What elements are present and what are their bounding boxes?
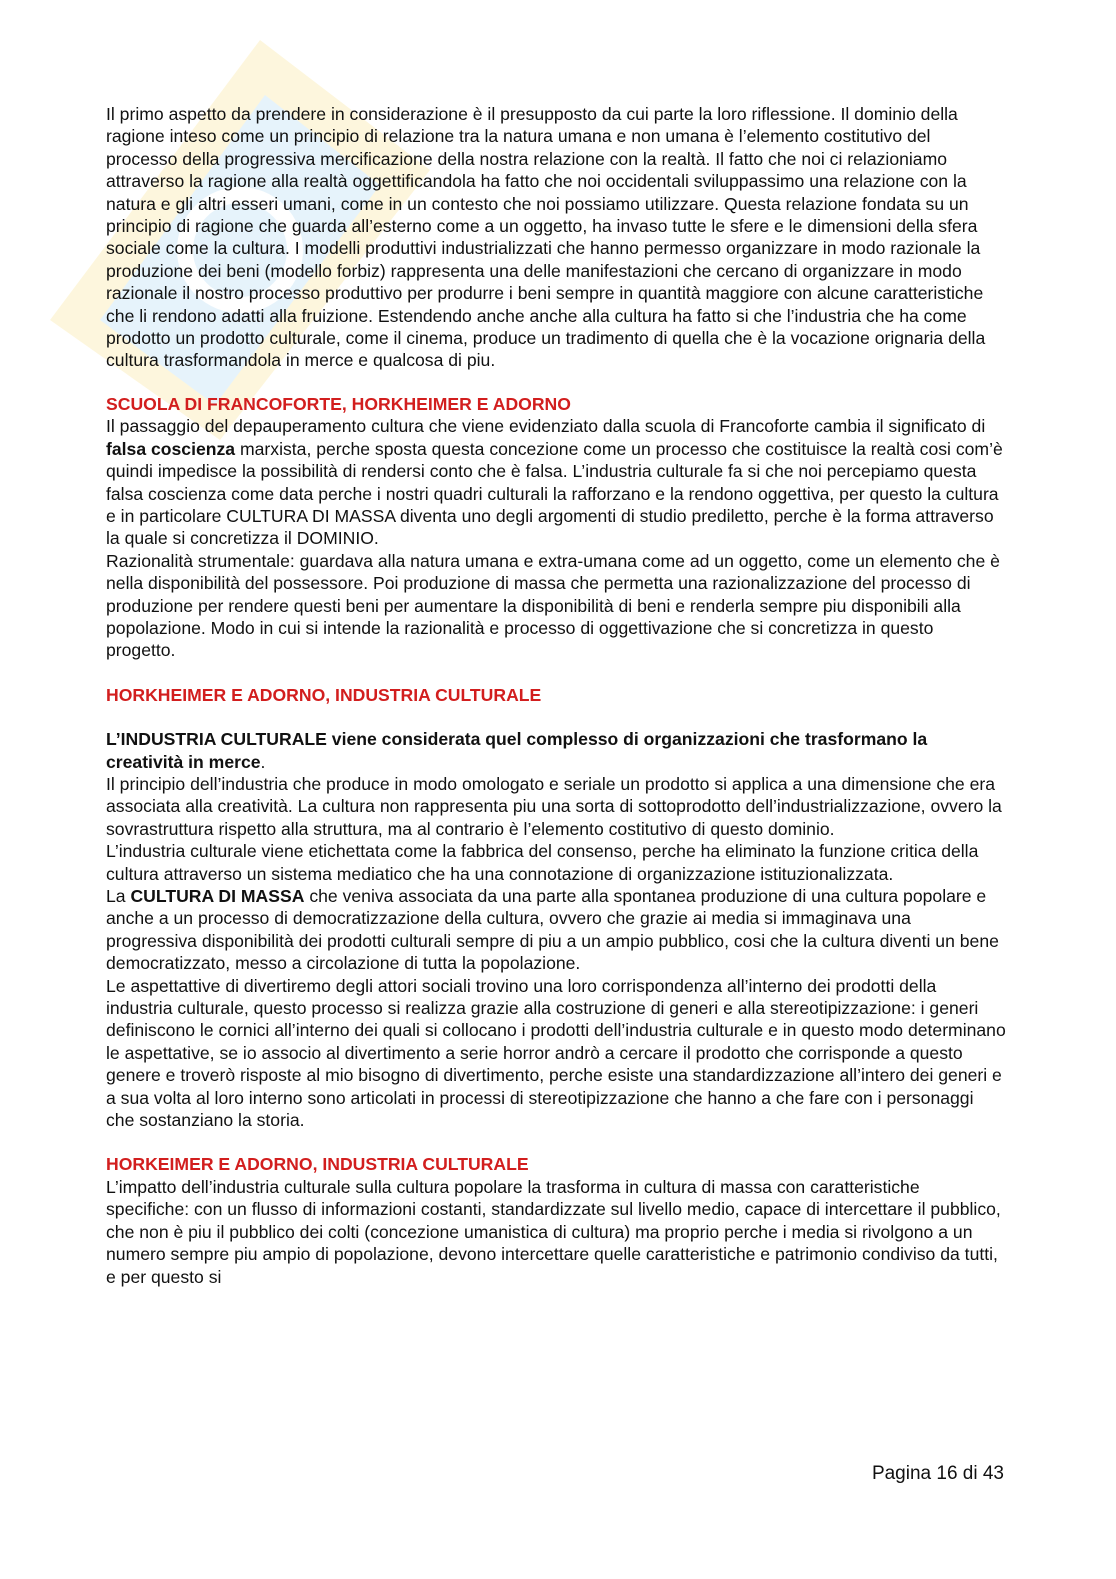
paragraph-aspettative: Le aspettattive di divertiremo degli attori sociali trovino una loro corrispondenza all’interno dei prodotti della industria culturale, questo processo si realizza grazie alla costruzione di generi e alla stereotipizzazione: i generi definiscono le cornici all’interno dei quali si collocano i prodotti dell’industria culturale e in questo modo determinano le aspettative, se io associo al divertimento a serie horror andrò a cercare il prodotto che corrisponde a questo genere e troverò risposte al mio bisogno di divertimento, perche esiste una standardizzazione all’intero dei generi e a sua volta al loro interno sono articolati in processi di stereotipizzazione che hanno a che fare con i personaggi che sostanziano la storia.	[106, 975, 1006, 1131]
text-span: La	[106, 886, 131, 906]
document-body	[106, 103, 1006, 1288]
paragraph-intro: Il primo aspetto da prendere in considerazione è il presupposto da cui parte la loro riflessione. Il dominio della ragione inteso come un principio di relazione tra la natura umana e non umana è l’elemento costitutivo del processo della progressiva mercificazione della nostra relazione con la realtà. Il fatto che noi ci relazioniamo attraverso la ragione alla realtà oggettificandola ha fatto che noi occidentali sviluppassimo una relazione con la natura e gli altri esseri umani, come in un contesto che noi possiamo utilizzare. Questa relazione fondata su un principio di ragione che guarda all’esterno come a un oggetto, ha invaso tutte le sfere e le dimensioni della sfera sociale come la cultura. I modelli produttivi industrializzati che hanno permesso organizzare in modo razionale la produzione dei beni (modello forbiz) rappresenta una delle manifestazioni che cercano di organizzare in modo razionale il nostro processo produttivo per produrre i beni sempre in quantità maggiore con alcune caratteristiche che li rendono adatti alla fruizione. Estendendo anche anche alla cultura ha fatto si che l’industria che ha come prodotto un prodotto culturale, come il cinema, produce un tradimento di quella che è la vocazione orignaria della cultura trasformandola in merce e qualcosa di piu.	[106, 104, 986, 371]
text-span: marxista, perche sposta questa concezione come un processo che costituisce la realtà cosi com’è quindi impedisce la possibilità di rendersi conto che è falsa. L’industria culturale fa si che noi percepiamo questa falsa coscienza come data perche i nostri quadri culturali la rafforzano e la rendono oggettiva, per questo la cultura e in particolare CULTURA DI MASSA diventa uno degli argomenti di studio prediletto, perche è la forma attraverso la quale si concretizza il DOMINIO.	[106, 438, 1003, 549]
text-span: Il passaggio del depauperamento cultura che viene evidenziato dalla scuola di Francoforte cambia il significato di	[106, 416, 986, 437]
heading-industria-culturale: HORKHEIMER E ADORNO, INDUSTRIA CULTURALE	[106, 684, 542, 705]
text-span: .	[260, 751, 266, 772]
paragraph-fabbrica-consenso: L’industria culturale viene etichettata come la fabbrica del consenso, perche ha eliminato la funzione critica della cultura attraverso un sistema mediatico che ha una connotazione di organizzazione istituzionalizzata.	[106, 841, 979, 884]
bold-term-cultura-di-massa: CULTURA DI MASSA	[130, 886, 305, 906]
heading-horkeimer-adorno: HORKEIMER E ADORNO, INDUSTRIA CULTURALE	[106, 1154, 529, 1175]
bold-definition: viene considerata quel complesso di organizzazioni che trasformano la creatività in merce	[106, 729, 928, 772]
text-span: che veniva associata da una parte alla spontanea produzione di una cultura popolare e anche a un processo di democratizzazione della cultura, ovvero che grazie ai media si immaginava una progressiva disponibilità dei prodotti culturali sempre di piu a un ampio pubblico, cosi che la cultura diventi un bene democratizzato, messo a circolazione di tutta la popolazione.	[106, 886, 999, 974]
page-number: Pagina 16 di 43	[871, 1463, 1004, 1484]
paragraph-impatto: L’impatto dell’industria culturale sulla cultura popolare la trasforma in cultura di massa con caratteristiche specifiche: con un flusso di informazioni costanti, standardizzate sul livello medio, capace di intercettare il pubblico, che non è piu il pubblico dei colti (concezione umanistica di cultura) ma proprio perche i media si rivolgono a un numero sempre piu ampio di popolazione, devono intercettare quelle caratteristiche e patrimonio condiviso da tutti, e per questo si	[106, 1176, 1001, 1287]
heading-scuola-francoforte: SCUOLA DI FRANCOFORTE, HORKHEIMER E ADORNO	[106, 393, 571, 414]
paragraph-definizione-industria	[106, 728, 1006, 773]
paragraph-razionalita: Razionalità strumentale: guardava alla natura umana e extra-umana come ad un oggetto, come un elemento che è nella disponibilità del possessore. Poi produzione di massa che permetta una razionalizzazione del processo di produzione per rendere questi beni per aumentare la disponibilità di beni e renderla sempre piu disponibili alla popolazione. Modo in cui si intende la razionalità e processo di oggettivazione che si concretizza in questo progetto.	[106, 550, 1000, 661]
paragraph-falsa-coscienza	[106, 415, 1006, 549]
bold-term-falsa-coscienza: falsa coscienza	[106, 438, 236, 459]
paragraph-cultura-di-massa	[106, 885, 1006, 975]
paragraph-principio-industria: Il principio dell’industria che produce in modo omologato e seriale un prodotto si applica a una dimensione che era associata alla creatività. La cultura non rappresenta piu una sorta di sottoprodotto dell’industrializzazione, ovvero la sovrastruttura rispetto alla struttura, ma al contrario è l’elemento costitutivo di questo dominio.	[106, 773, 1002, 839]
bold-term-industria-culturale: L’INDUSTRIA CULTURALE	[106, 729, 327, 750]
